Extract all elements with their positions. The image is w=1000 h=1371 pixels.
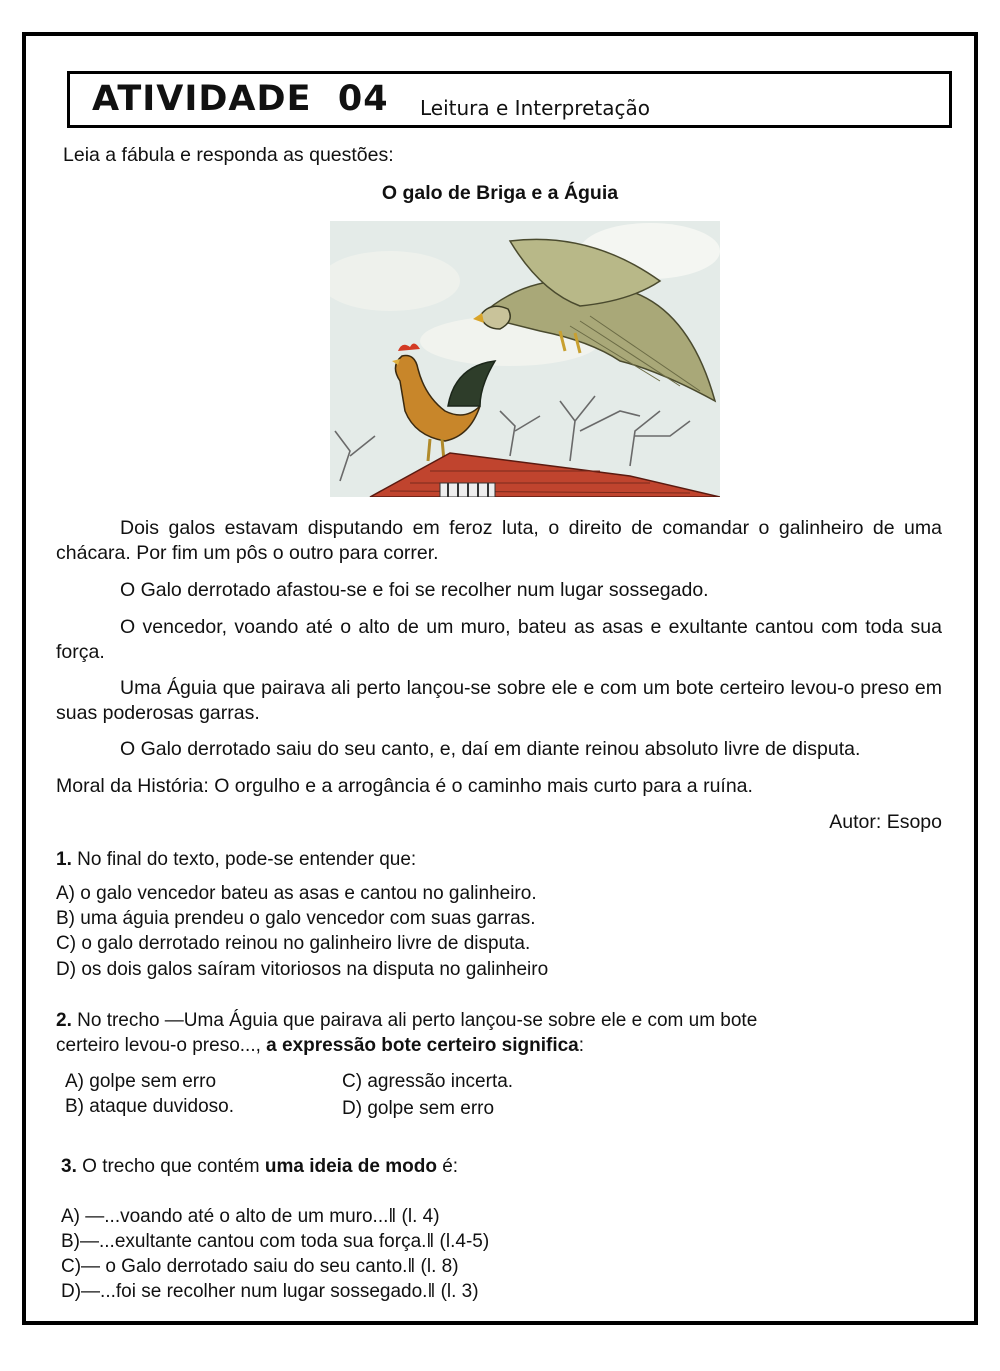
q2-option-a[interactable]: A) golpe sem erro bbox=[65, 1071, 217, 1092]
q1-option-c[interactable]: C) o galo derrotado reinou no galinheiro livre de disputa. bbox=[56, 933, 531, 954]
q3-option-c[interactable]: C)― o Galo derrotado saiu do seu canto.‖ (l. 8) bbox=[61, 1256, 459, 1277]
question-3: 3. O trecho que contém uma ideia de modo é: bbox=[61, 1156, 459, 1177]
activity-subtitle: Leitura e Interpretação bbox=[420, 96, 650, 120]
q1-option-d[interactable]: D) os dois galos saíram vitoriosos na disputa no galinheiro bbox=[56, 959, 549, 980]
instruction-text: Leia a fábula e responda as questões: bbox=[63, 144, 394, 166]
story-moral: Moral da História: O orgulho e a arrogância é o caminho mais curto para a ruína. bbox=[56, 775, 753, 797]
activity-title: ATIVIDADE 04 bbox=[92, 79, 389, 119]
q1-option-b[interactable]: B) uma águia prendeu o galo vencedor com suas garras. bbox=[56, 908, 536, 929]
question-2: 2. No trecho ―Uma Águia que pairava ali perto lançou-se sobre ele e com um bote bbox=[56, 1010, 758, 1031]
story-author: Autor: Esopo bbox=[829, 811, 942, 833]
story-paragraph: O Galo derrotado afastou-se e foi se recolher num lugar sossegado. bbox=[120, 579, 709, 601]
q3-option-a[interactable]: A) ―...voando até o alto de um muro...‖ (l. 4) bbox=[61, 1206, 440, 1227]
story-paragraph: Uma Águia que pairava ali perto lançou-se sobre ele e com um bote certeiro levou-o preso em suas poderosas garras. bbox=[56, 677, 942, 724]
q1-option-a[interactable]: A) o galo vencedor bateu as asas e cantou no galinheiro. bbox=[56, 883, 537, 904]
story-paragraph: O vencedor, voando até o alto de um muro, bateu as asas e exultante cantou com toda sua força. bbox=[56, 616, 942, 663]
q2-option-d[interactable]: D) golpe sem erro bbox=[342, 1098, 495, 1119]
fable-illustration bbox=[330, 221, 720, 497]
story-paragraph: O Galo derrotado saiu do seu canto, e, daí em diante reinou absoluto livre de disputa. bbox=[120, 738, 861, 760]
q2-option-c[interactable]: C) agressão incerta. bbox=[342, 1071, 514, 1092]
question-1: 1. No final do texto, pode-se entender que: bbox=[56, 849, 417, 870]
q3-option-b[interactable]: B)―...exultante cantou com toda sua força.‖ (l.4-5) bbox=[61, 1231, 490, 1252]
q2-option-b[interactable]: B) ataque duvidoso. bbox=[65, 1096, 235, 1117]
story-title: O galo de Briga e a Águia bbox=[381, 182, 619, 204]
question-2-continued: certeiro levou-o preso..., a expressão bote certeiro significa: bbox=[56, 1035, 585, 1056]
story-paragraph: Dois galos estavam disputando em feroz luta, o direito de comandar o galinheiro de uma chácara. Por fim um pôs o outro para correr. bbox=[56, 517, 942, 564]
activity-header bbox=[67, 71, 952, 128]
q3-option-d[interactable]: D)―...foi se recolher num lugar sossegado.‖ (l. 3) bbox=[61, 1281, 479, 1302]
